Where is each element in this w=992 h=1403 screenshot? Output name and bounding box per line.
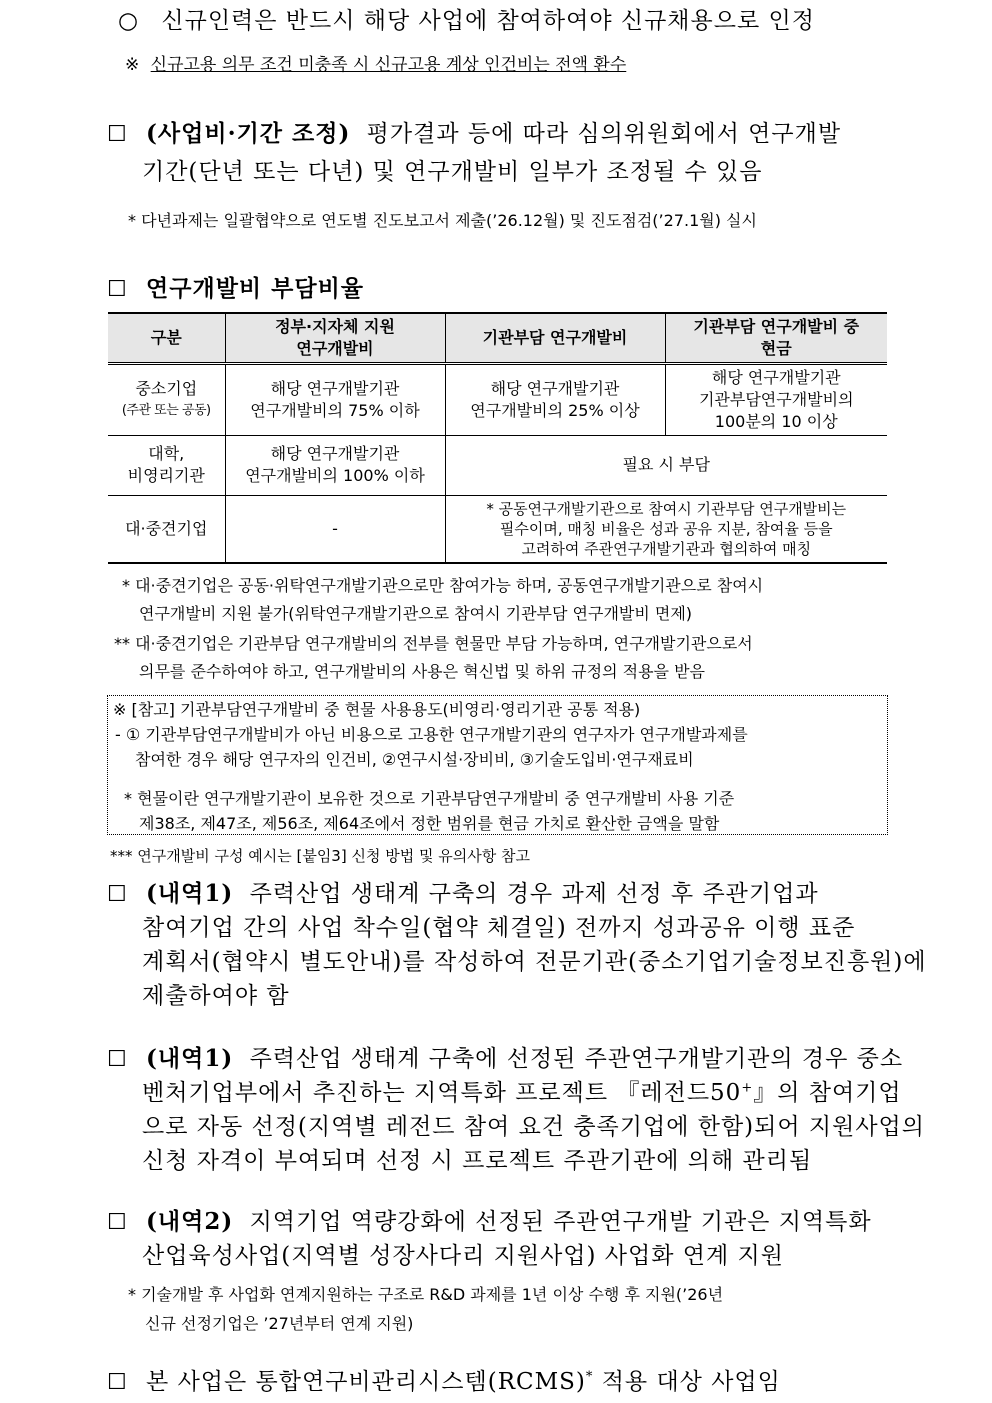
reference-mark-icon: ※ [125, 55, 140, 75]
table-header-cell: 구분 [108, 313, 225, 363]
reference-item1-cont: 참여한 경우 해당 연구자의 인건비, ②연구시설·장비비, ③기술도입비·연구재료비 [135, 750, 694, 769]
cost-share-title: 연구개발비 부담비율 [146, 275, 365, 302]
table-cell: * 공동연구개발기관으로 참여시 기관부담 연구개발비는 필수이며, 매칭 비율은 성과 공유 지분, 참여율 등을 고려하여 주관연구개발기관과 협의하여 매칭 [445, 495, 887, 563]
reference-item2-cont: 제38조, 제47조, 제56조, 제64조에서 정한 범위를 현금 가치로 환산한 금액을 말함 [139, 814, 720, 833]
circle-bullet-icon: ○ [118, 8, 140, 34]
table-cell: 필요 시 부담 [445, 435, 887, 495]
note-in-kind-cont: 의무를 준수하여야 하고, 연구개발비의 사용은 혁신법 및 하위 규정의 적용을 받음 [139, 662, 705, 681]
detail1a-title: (내역1) [146, 880, 234, 907]
detail1b-line2: 벤처기업부에서 추진하는 지역특화 프로젝트 『레전드50+』의 참여기업 [142, 1080, 902, 1106]
detail2-line2: 산업육성사업(지역별 성장사다리 지원사업) 사업화 연계 지원 [142, 1243, 784, 1269]
table-header-cell: 기관부담 연구개발비 [445, 313, 665, 363]
budget-adjust-title: (사업비·기간 조정) [146, 120, 351, 147]
detail1b-line4: 신청 자격이 부여되며 선정 시 프로젝트 주관기관에 의해 관리됨 [142, 1148, 813, 1174]
detail1b-title: (내역1) [146, 1045, 234, 1072]
table-header-cell: 정부·지자체 지원 연구개발비 [225, 313, 445, 363]
refund-note: ※ 신규고용 의무 조건 미충족 시 신규고용 계상 인건비는 전액 환수 [125, 55, 627, 75]
table-cell: 대학, 비영리기관 [108, 435, 225, 495]
reference-title: ※ [참고] 기관부담연구개발비 중 현물 사용용도(비영리·영리기관 공통 적용) [113, 700, 641, 719]
multi-year-note: * 다년과제는 일괄협약으로 연도별 진도보고서 제출(’26.12월) 및 진도점검(’27.1월) 실시 [128, 211, 757, 230]
detail1a-line3: 계획서(협약시 별도안내)를 작성하여 전문기관(중소기업기술정보진흥원)에 [142, 949, 927, 975]
detail1b-line1: ☐ (내역1) 주력산업 생태계 구축에 선정된 주관연구개발기관의 경우 중소 [107, 1045, 904, 1072]
checkbox-icon: ☐ [107, 277, 128, 302]
table-header-row [108, 313, 887, 363]
rcms-line: ☐ 본 사업은 통합연구비관리시스템(RCMS)* 적용 대상 사업임 [107, 1369, 781, 1395]
detail1a-line2: 참여기업 간의 사업 착수일(협약 체결일) 전까지 성과공유 이행 표준 [142, 915, 856, 941]
reference-item2: * 현물이란 연구개발기관이 보유한 것으로 기관부담연구개발비 중 연구개발비 사용 기준 [124, 789, 735, 808]
note-large-firms: * 대·중견기업은 공동·위탁연구개발기관으로만 참여가능 하며, 공동연구개발기관으로 참여시 [122, 576, 764, 595]
table-cell: 해당 연구개발기관 연구개발비의 100% 이하 [225, 435, 445, 495]
detail1a-line1: ☐ (내역1) 주력산업 생태계 구축의 경우 과제 선정 후 주관기업과 [107, 880, 819, 907]
table-row [108, 363, 887, 435]
checkbox-icon: ☐ [107, 1047, 128, 1072]
detail1a-line4: 제출하여야 함 [142, 983, 290, 1009]
reference-item1: - ① 기관부담연구개발비가 아닌 비용으로 고용한 연구개발기관의 연구자가 연구개발과제를 [115, 725, 748, 744]
table-cell: 해당 연구개발기관 기관부담연구개발비의 100분의 10 이상 [665, 363, 887, 435]
table-cell: 중소기업 (주관 또는 공동) [108, 363, 225, 435]
budget-adjust-line1: ☐ (사업비·기간 조정) 평가결과 등에 따라 심의위원회에서 연구개발 [107, 120, 842, 147]
note-in-kind: ** 대·중견기업은 기관부담 연구개발비의 전부를 현물만 부담 가능하며, 연구개발기관으로서 [114, 634, 753, 653]
budget-adjust-line2: 기간(단년 또는 다년) 및 연구개발비 일부가 조정될 수 있음 [142, 159, 763, 185]
table-row [108, 495, 887, 563]
checkbox-icon: ☐ [107, 1370, 128, 1395]
detail2-title: (내역2) [146, 1208, 234, 1235]
cost-share-table [108, 312, 887, 564]
detail2-line1: ☐ (내역2) 지역기업 역량강화에 선정된 주관연구개발 기관은 지역특화 [107, 1208, 872, 1235]
checkbox-icon: ☐ [107, 1210, 128, 1235]
table-row [108, 435, 887, 495]
attachment-note: *** 연구개발비 구성 예시는 [붙임3] 신청 방법 및 유의사항 참고 [110, 847, 530, 865]
table-cell: 해당 연구개발기관 연구개발비의 25% 이상 [445, 363, 665, 435]
table-cell: 해당 연구개발기관 연구개발비의 75% 이하 [225, 363, 445, 435]
new-hire-line: ○ 신규인력은 반드시 해당 사업에 참여하여야 신규채용으로 인정 [118, 8, 815, 34]
table-cell: 대·중견기업 [108, 495, 225, 563]
cost-share-heading [107, 270, 364, 303]
table-cell: - [225, 495, 445, 563]
table-header-cell: 기관부담 연구개발비 중 현금 [665, 313, 887, 363]
checkbox-icon: ☐ [107, 122, 128, 147]
detail1b-line3: 으로 자동 선정(지역별 레전드 참여 요건 충족기업에 한함)되어 지원사업의 [142, 1114, 925, 1140]
detail2-note: * 기술개발 후 사업화 연계지원하는 구조로 R&D 과제를 1년 이상 수행 후 지원(’26년 [128, 1285, 724, 1304]
detail2-note-cont: 신규 선정기업은 ’27년부터 연계 지원) [145, 1314, 414, 1333]
note-large-firms-cont: 연구개발비 지원 불가(위탁연구개발기관으로 참여시 기관부담 연구개발비 면제) [139, 604, 693, 623]
checkbox-icon: ☐ [107, 882, 128, 907]
